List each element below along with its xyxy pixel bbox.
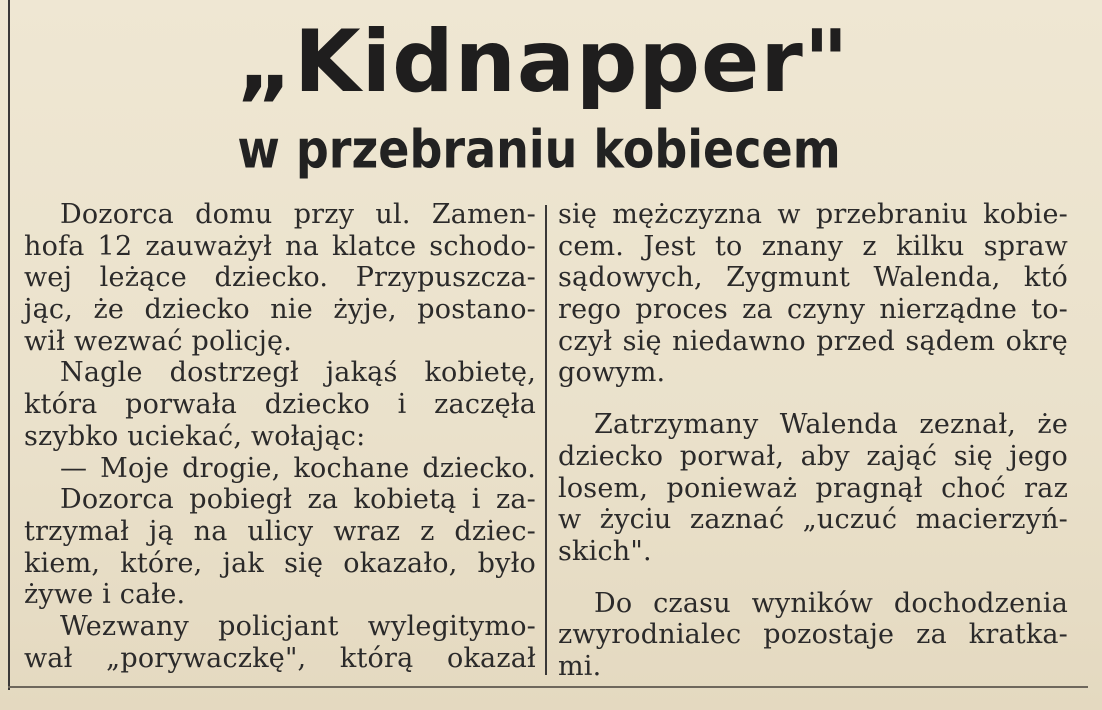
text-line: która porwała dziecko i zaczęła — [24, 389, 536, 421]
text-line: Zatrzymany Walenda zeznał, że — [594, 409, 1068, 441]
article-column-right — [558, 199, 1068, 683]
text-line: sądowych, Zygmunt Walenda, któ — [558, 262, 1068, 294]
bottom-border-rule — [8, 686, 1088, 688]
text-line: się mężczyzna w przebraniu kobie- — [558, 199, 1068, 230]
text-line: wał „porywaczkę", którą okazał — [24, 642, 536, 674]
text-line: mi. — [558, 650, 602, 682]
text-line: żywe i całe. — [24, 579, 186, 611]
column-divider-rule — [545, 205, 547, 675]
text-line: rego proces za czyny nierządne to- — [558, 294, 1068, 326]
text-line: trzymał ją na ulicy wraz z dziec- — [24, 515, 536, 547]
text-line: wej leżące dziecko. Przypuszcza- — [24, 262, 536, 294]
text-line: losem, ponieważ pragnął choć raz — [558, 472, 1068, 504]
article-headline: „Kidnapper" — [236, 12, 850, 112]
text-line: czył się niedawno przed sądem okrę — [558, 325, 1068, 357]
text-line: Nagle dostrzegł jakąś kobietę, — [60, 357, 536, 389]
article-column-left — [24, 199, 536, 674]
text-line: skich". — [558, 535, 652, 567]
text-line: zwyrodnialec pozostaje za kratka- — [558, 619, 1068, 651]
text-line: — Moje drogie, kochane dziecko. — [60, 452, 536, 484]
paragraph-gap — [558, 568, 1068, 588]
text-line: Do czasu wyników dochodzenia — [594, 587, 1068, 619]
text-line: dziecko porwał, aby zająć się jego — [558, 440, 1068, 472]
text-line: Dozorca domu przy ul. Zamen- — [60, 199, 536, 230]
text-line: kiem, które, jak się okazało, było — [24, 547, 536, 579]
text-line: szybko uciekać, wołając: — [24, 420, 366, 452]
text-line: hofa 12 zauważył na klatce schodo- — [24, 230, 536, 262]
text-line: jąc, że dziecko nie żyje, postano- — [24, 294, 536, 326]
paragraph-gap — [558, 389, 1068, 409]
text-line: cem. Jest to znany z kilku spraw — [558, 230, 1068, 262]
text-line: Wezwany policjant wylegitymo- — [60, 610, 536, 642]
article-subheadline: w przebraniu kobiecem — [237, 117, 841, 181]
text-line: w życiu zaznać „uczuć macierzyń- — [558, 504, 1068, 536]
text-line: Dozorca pobiegł za kobietą i za- — [60, 484, 536, 516]
text-line: wił wezwać policję. — [24, 325, 292, 357]
text-line: gowym. — [558, 357, 666, 389]
